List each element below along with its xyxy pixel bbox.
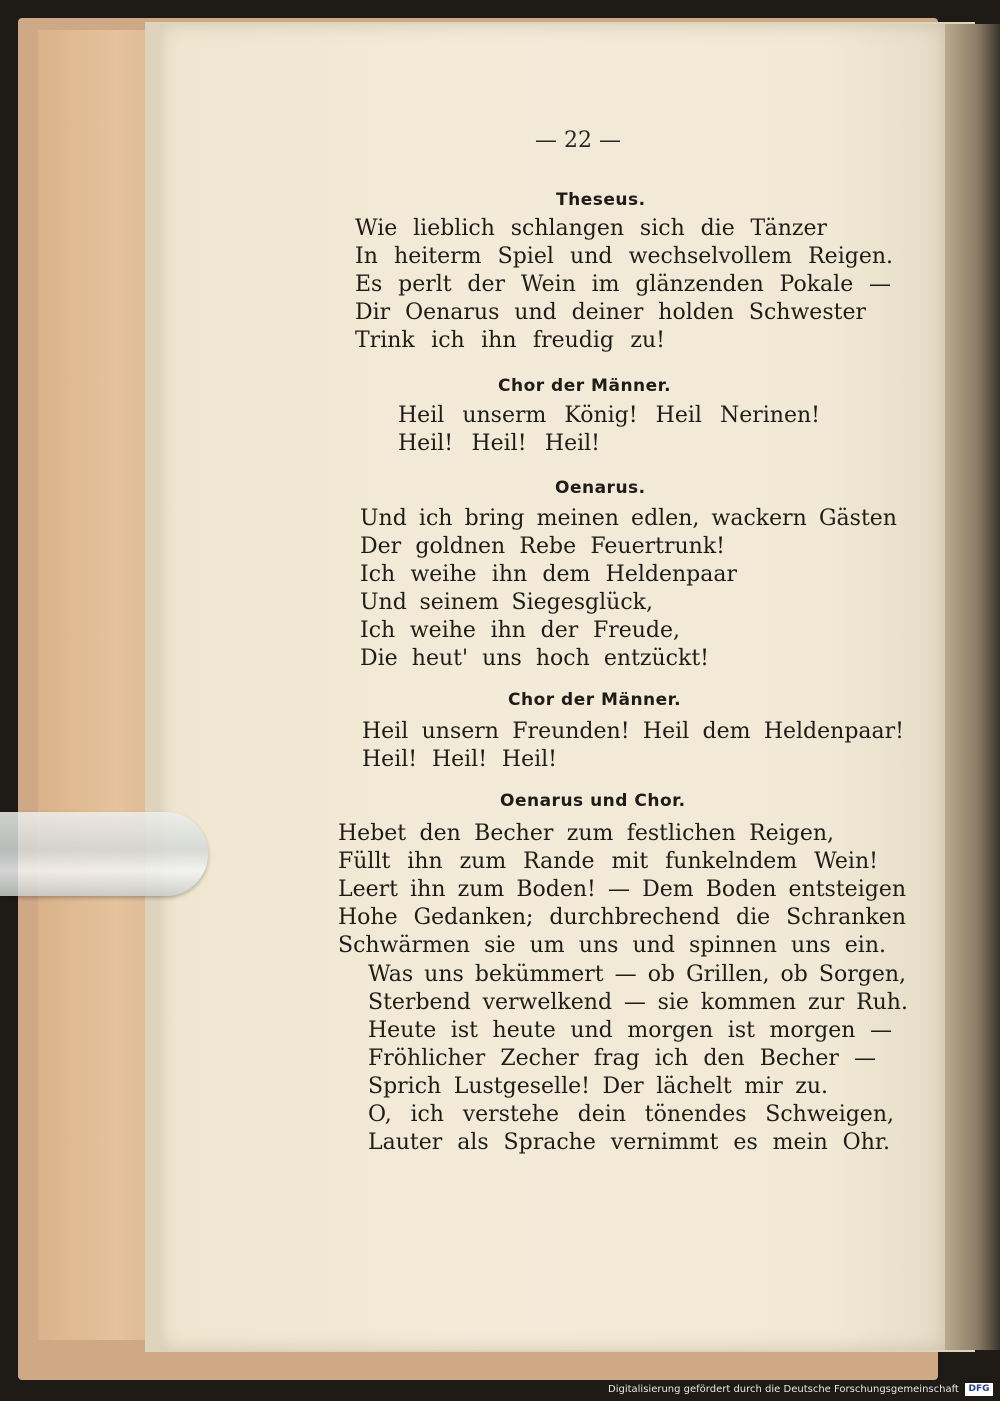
verse-line: Füllt ihn zum Rande mit funkelndem Wein!	[338, 849, 878, 874]
speaker-heading: Chor der Männer.	[508, 690, 682, 710]
verse-line: Schwärmen sie um uns und spinnen uns ein.	[338, 933, 887, 958]
verse-line: Heil unserm König! Heil Nerinen!	[398, 403, 820, 428]
verse-line: Heil unsern Freunden! Heil dem Heldenpaar!	[362, 719, 905, 744]
verse-line: Heil! Heil! Heil!	[362, 747, 558, 772]
verse-line: Und seinem Siegesglück,	[360, 590, 653, 615]
dfg-logo: DFG	[965, 1383, 993, 1396]
speaker-heading: Theseus.	[556, 190, 646, 210]
verse-line: Leert ihn zum Boden! — Dem Boden entsteigen	[338, 877, 907, 902]
verse-line: Die heut' uns hoch entzückt!	[360, 646, 710, 671]
page-gutter-shadow	[945, 24, 1000, 1350]
verse-line: Sterbend verwelkend — sie kommen zur Ruh.	[368, 990, 908, 1015]
verse-line: In heiterm Spiel und wechselvollem Reigen.	[355, 244, 894, 269]
verse-line: Ich weihe ihn der Freude,	[360, 618, 681, 643]
verse-line: Fröhlicher Zecher frag ich den Becher —	[368, 1046, 876, 1071]
digitization-credit: Digitalisierung gefördert durch die Deutsche Forschungsgemeinschaft	[608, 1384, 959, 1395]
verse-line: Und ich bring meinen edlen, wackern Gästen	[360, 506, 897, 531]
verse-line: Ich weihe ihn dem Heldenpaar	[360, 562, 737, 587]
verse-line: Wie lieblich schlangen sich die Tänzer	[355, 216, 828, 241]
verse-line: Heil! Heil! Heil!	[398, 431, 601, 456]
speaker-heading: Chor der Männer.	[498, 376, 672, 396]
verse-line: Sprich Lustgeselle! Der lächelt mir zu.	[368, 1074, 828, 1099]
verse-line: Hebet den Becher zum festlichen Reigen,	[338, 821, 834, 846]
verse-line: Hohe Gedanken; durchbrechend die Schranken	[338, 905, 906, 930]
verse-line: Trink ich ihn freudig zu!	[355, 328, 666, 353]
page-number: — 22 —	[535, 128, 621, 153]
speaker-heading: Oenarus und Chor.	[500, 791, 686, 811]
verse-line: Dir Oenarus und deiner holden Schwester	[355, 300, 866, 325]
verse-line: Es perlt der Wein im glänzenden Pokale —	[355, 272, 892, 297]
glass-page-holder	[0, 812, 208, 896]
speaker-heading: Oenarus.	[555, 478, 646, 498]
verse-line: Was uns bekümmert — ob Grillen, ob Sorgen,	[368, 962, 907, 987]
verse-line: Der goldnen Rebe Feuertrunk!	[360, 534, 725, 559]
verse-line: O, ich verstehe dein tönendes Schweigen,	[368, 1102, 894, 1127]
verse-line: Heute ist heute und morgen ist morgen —	[368, 1018, 893, 1043]
verse-line: Lauter als Sprache vernimmt es mein Ohr.	[368, 1130, 890, 1155]
